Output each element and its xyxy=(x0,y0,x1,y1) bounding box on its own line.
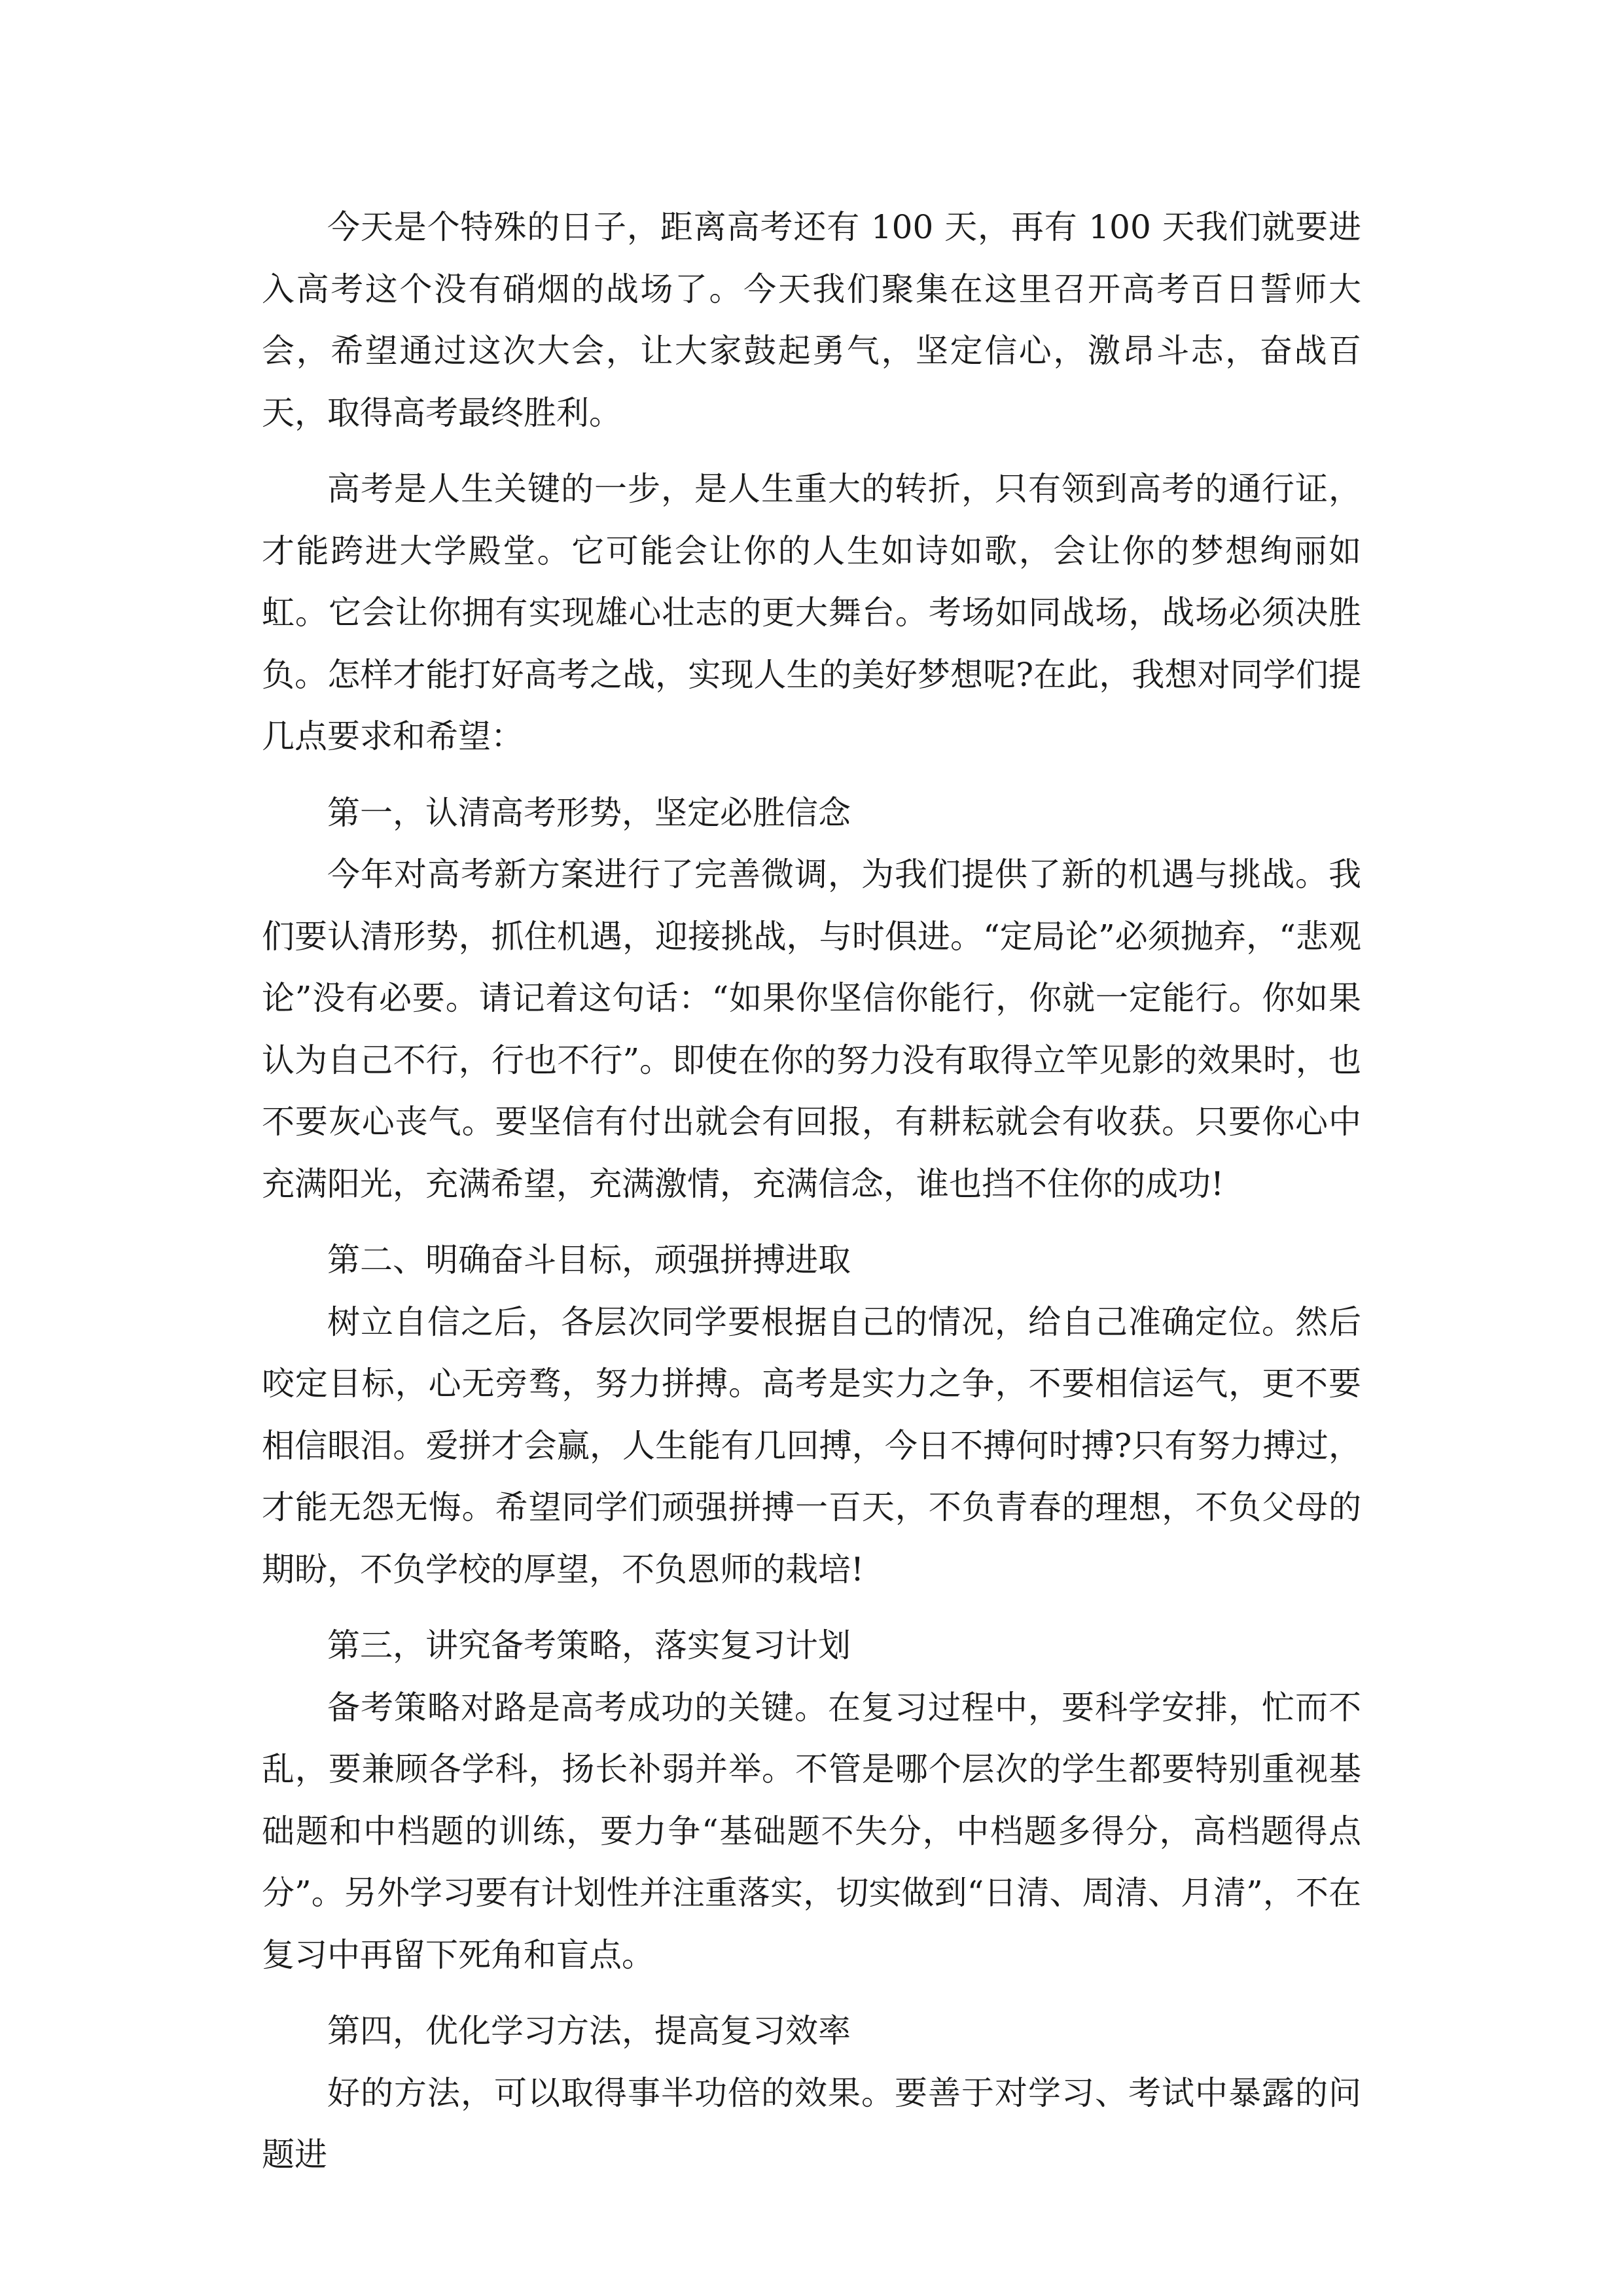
paragraph-point-3: 备考策略对路是高考成功的关键。在复习过程中，要科学安排，忙而不乱，要兼顾各学科，扬长补弱并举。不管是哪个层次的学生都要特别重视基础题和中档题的训练，要力争“基础题不失分，中档题多得分，高档题得点分”。另外学习要有计划性并注重落实，切实做到“日清、周清、月清”，不在复习中再留下死角和盲点。 xyxy=(262,1688,1361,1974)
paragraph-point-1: 今年对高考新方案进行了完善微调，为我们提供了新的机遇与挑战。我们要认清形势，抓住机遇，迎接挑战，与时俱进。“定局论”必须抛弃，“悲观论”没有必要。请记着这句话：“如果你坚信你能行，你就一定能行。你如果认为自己不行，行也不行”。即使在你的努力没有取得立竿见影的效果时，也不要灰心丧气。要坚信有付出就会有回报，有耕耘就会有收获。只要你心中充满阳光，充满希望，充满激情，充满信念，谁也挡不住你的成功! xyxy=(262,855,1361,1203)
paragraph-point-4: 好的方法，可以取得事半功倍的效果。要善于对学习、考试中暴露的问题进 xyxy=(262,2073,1361,2174)
paragraph-point-2: 树立自信之后，各层次同学要根据自己的情况，给自己准确定位。然后咬定目标，心无旁骛，努力拼搏。高考是实力之争，不要相信运气，更不要相信眼泪。爱拼才会赢，人生能有几回搏，今日不搏何时搏?只有努力搏过，才能无怨无悔。希望同学们顽强拼搏一百天，不负青春的理想，不负父母的期盼，不负学校的厚望，不负恩师的栽培! xyxy=(262,1302,1361,1588)
heading-point-1: 第一，认清高考形势，坚定必胜信念 xyxy=(327,793,851,832)
document-page xyxy=(262,196,1361,2186)
paragraph-intro: 今天是个特殊的日子，距离高考还有 100 天，再有 100 天我们就要进入高考这个没有硝烟的战场了。今天我们聚集在这里召开高考百日誓师大会，希望通过这次大会，让大家鼓起勇气，坚定信心，激昂斗志，奋战百天，取得高考最终胜利。 xyxy=(262,208,1361,432)
heading-point-3: 第三，讲究备考策略，落实复习计划 xyxy=(327,1626,851,1664)
heading-point-2: 第二、明确奋斗目标，顽强拼搏进取 xyxy=(327,1241,851,1279)
paragraph-significance: 高考是人生关键的一步，是人生重大的转折，只有领到高考的通行证，才能跨进大学殿堂。它可能会让你的人生如诗如歌，会让你的梦想绚丽如虹。它会让你拥有实现雄心壮志的更大舞台。考场如同战场，战场必须决胜负。怎样才能打好高考之战，实现人生的美好梦想呢?在此，我想对同学们提几点要求和希望： xyxy=(262,470,1361,755)
heading-point-4: 第四，优化学习方法，提高复习效率 xyxy=(327,2012,851,2050)
